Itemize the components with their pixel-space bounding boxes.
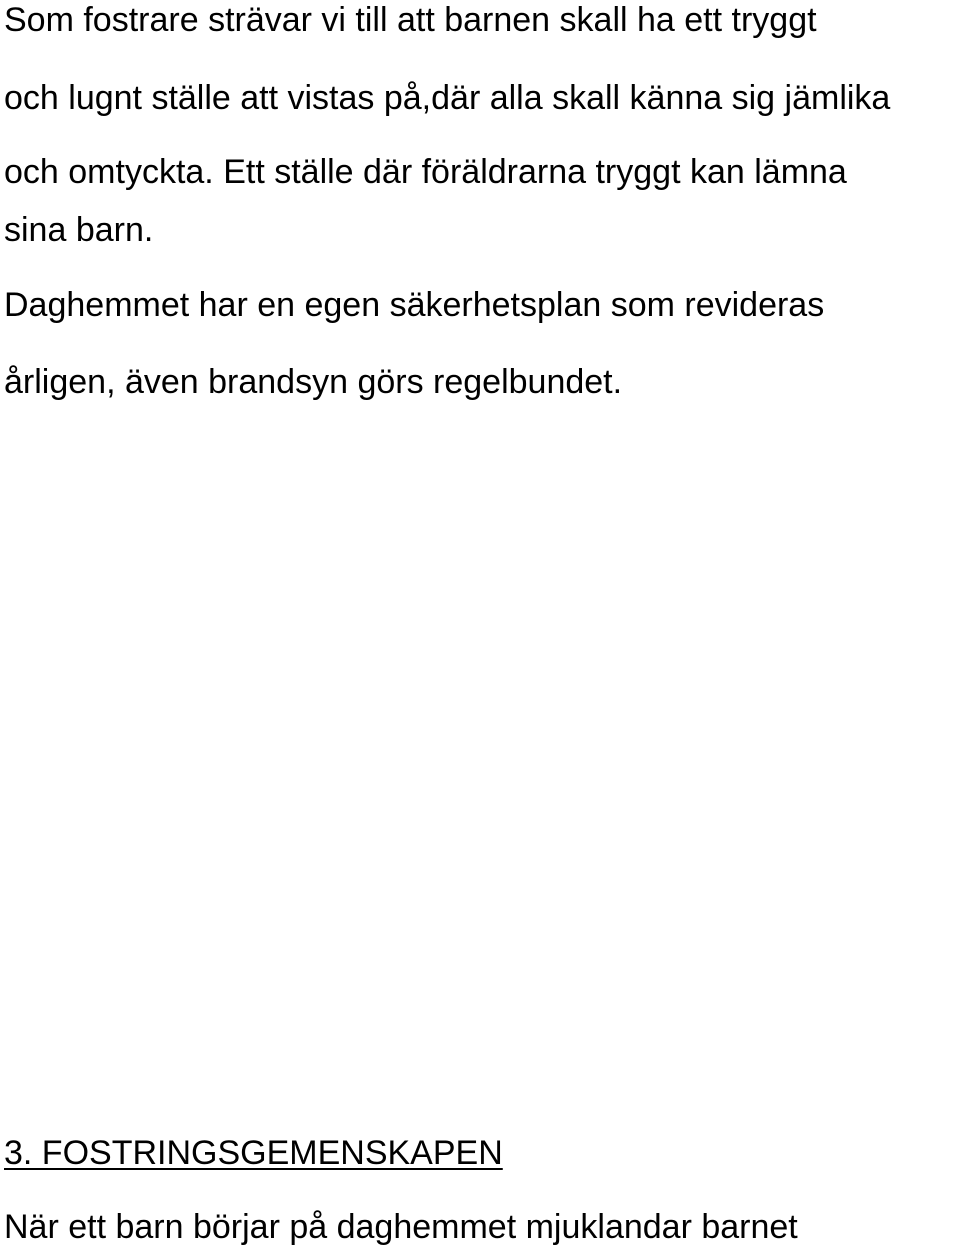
section-3-heading: 3. FOSTRINGSGEMENSKAPEN [4,1134,503,1172]
paragraph-1-line-4: sina barn. [4,211,154,249]
paragraph-2-line-1: Daghemmet har en egen säkerhetsplan som revideras [4,286,825,324]
paragraph-1-line-2: och lugnt ställe att vistas på,där alla skall känna sig jämlika [4,79,891,117]
paragraph-2-line-2: årligen, även brandsyn görs regelbundet. [4,363,623,401]
section-3-line-1: När ett barn börjar på daghemmet mjuklandar barnet [4,1208,798,1246]
paragraph-1-line-3: och omtyckta. Ett ställe där föräldrarna tryggt kan lämna [4,153,847,191]
paragraph-1-line-1: Som fostrare strävar vi till att barnen skall ha ett tryggt [4,1,817,39]
